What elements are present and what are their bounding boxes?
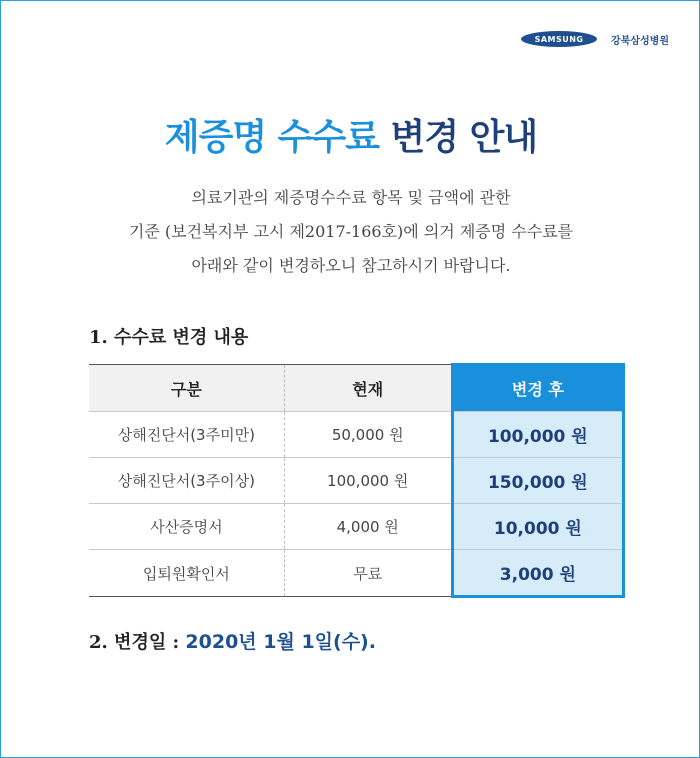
change-date-value: 2020년 1월 1일(수).: [185, 631, 376, 653]
table-row: [89, 550, 624, 597]
table-header-row: [89, 365, 624, 412]
row-current-fee: 무료: [284, 550, 452, 597]
row-category: 사산증명서: [89, 504, 284, 550]
row-new-fee: 10,000 원: [452, 504, 623, 550]
fee-table: [89, 363, 625, 598]
section-fee-changes-title: 1. 수수료 변경 내용: [89, 327, 249, 348]
row-new-fee: 3,000 원: [452, 550, 623, 597]
brand-header: [521, 31, 669, 47]
change-date-label: 2. 변경일 :: [89, 632, 186, 653]
row-current-fee: 50,000 원: [284, 412, 452, 458]
samsung-logo: SAMSUNG: [521, 31, 597, 47]
table-row: [89, 504, 624, 550]
row-category: 입퇴원확인서: [89, 550, 284, 597]
row-category: 상해진단서(3주이상): [89, 458, 284, 504]
title-part-1: 제증명 수수료: [164, 117, 379, 158]
intro-text: [1, 181, 700, 283]
row-current-fee: 4,000 원: [284, 504, 452, 550]
table-row: [89, 458, 624, 504]
intro-line-3: 아래와 같이 변경하오니 참고하시기 바랍니다.: [191, 256, 511, 275]
hospital-name: 강북삼성병원: [611, 35, 669, 47]
title-part-2: 변경 안내: [390, 117, 538, 158]
row-new-fee: 150,000 원: [452, 458, 623, 504]
header-category: 구분: [89, 365, 284, 412]
table-row: [89, 412, 624, 458]
header-current: 현재: [284, 365, 452, 412]
intro-line-2: 기준 (보건복지부 고시 제2017-166호)에 의거 제증명 수수료를: [128, 222, 574, 241]
section-change-date: [89, 627, 376, 654]
intro-line-1: 의료기관의 제증명수수료 항목 및 금액에 관한: [191, 188, 511, 207]
row-new-fee: 100,000 원: [452, 412, 623, 458]
row-current-fee: 100,000 원: [284, 458, 452, 504]
page-title: [1, 109, 700, 160]
header-after-change: 변경 후: [452, 365, 623, 412]
row-category: 상해진단서(3주미만): [89, 412, 284, 458]
